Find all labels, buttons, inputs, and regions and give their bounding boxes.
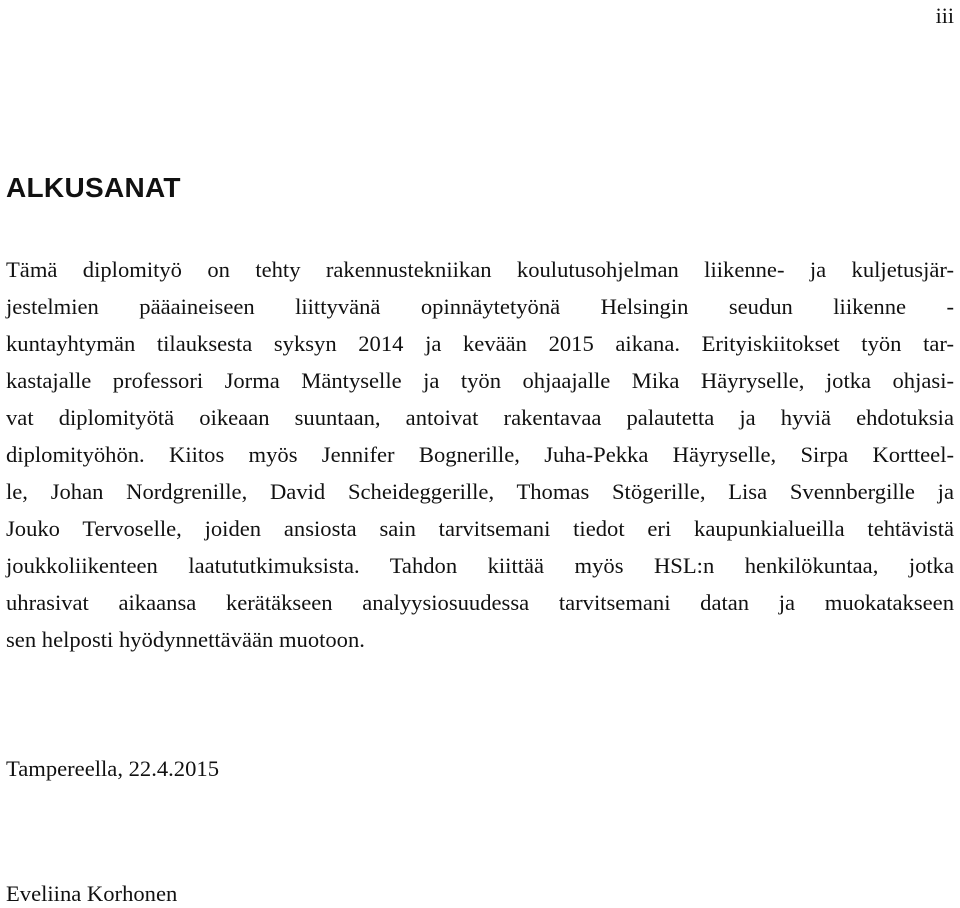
paragraph-line: kuntayhtymän tilauksesta syksyn 2014 ja kevään 2015 aikana. Erityiskiitokset työn tar- [6, 331, 954, 356]
paragraph-line: le, Johan Nordgrenille, David Scheideggerille, Thomas Stögerille, Lisa Svennbergille ja [6, 479, 954, 504]
page-number: iii [935, 3, 954, 28]
paragraph-line: vat diplomityötä oikeaan suuntaan, antoivat rakentavaa palautetta ja hyviä ehdotuksia [6, 405, 954, 430]
paragraph-line: sen helposti hyödynnettävään muotoon. [6, 627, 365, 652]
paragraph-line: joukkoliikenteen laatututkimuksista. Tahdon kiittää myös HSL:n henkilökuntaa, jotka [6, 553, 954, 578]
section-heading: ALKUSANAT [6, 172, 181, 203]
place-and-date: Tampereella, 22.4.2015 [6, 756, 219, 781]
body-paragraph [6, 251, 954, 658]
paragraph-line: diplomityöhön. Kiitos myös Jennifer Bognerille, Juha-Pekka Häyryselle, Sirpa Kortteel- [6, 442, 954, 467]
paragraph-line: Tämä diplomityö on tehty rakennustekniikan koulutusohjelman liikenne- ja kuljetusjär- [6, 257, 954, 282]
paragraph-line: Jouko Tervoselle, joiden ansiosta sain tarvitsemani tiedot eri kaupunkialueilla tehtävistä [6, 516, 954, 541]
paragraph-line: jestelmien pääaineiseen liittyvänä opinnäytetyönä Helsingin seudun liikenne - [6, 294, 954, 319]
author-name: Eveliina Korhonen [6, 881, 178, 906]
paragraph-line: kastajalle professori Jorma Mäntyselle ja työn ohjaajalle Mika Häyryselle, jotka ohjasi- [6, 368, 954, 393]
paragraph-line: uhrasivat aikaansa kerätäkseen analyysiosuudessa tarvitsemani datan ja muokatakseen [6, 590, 954, 615]
